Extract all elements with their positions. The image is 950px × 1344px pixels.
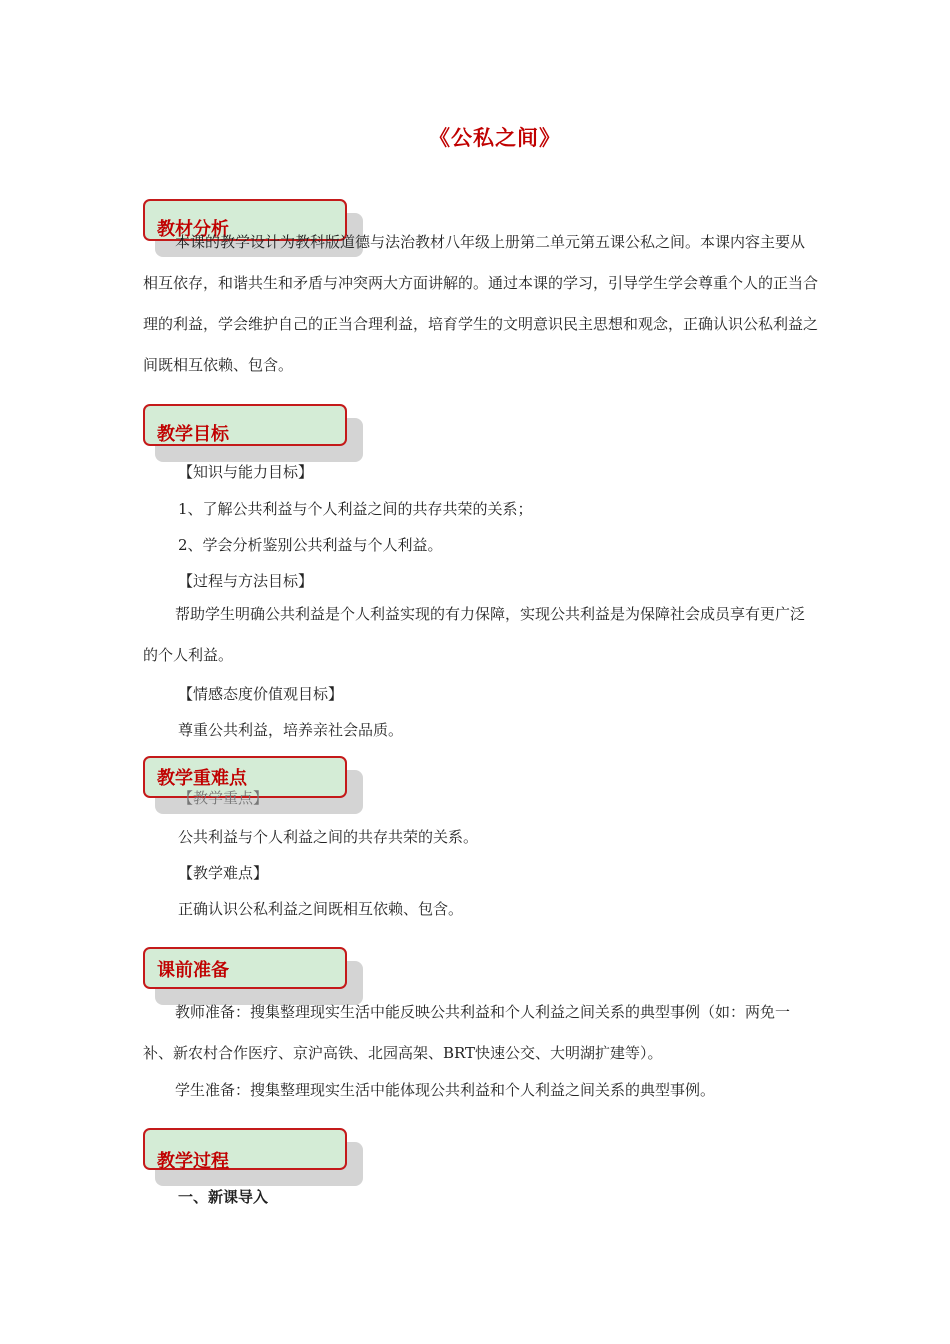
teacher-preparation-paragraph: 教师准备：搜集整理现实生活中能反映公共利益和个人利益之间关系的典型事例（如：两免一补、新农村合作医疗、京沪高铁、北园高架、BRT快速公交、大明湖扩建等）。: [143, 1003, 791, 1062]
difficult-point-text: 正确认识公私利益之间既相互依赖、包含。: [178, 900, 464, 918]
section-header-process: [143, 1128, 365, 1188]
key-point-text: 公共利益与个人利益之间的共存共荣的关系。: [178, 828, 479, 846]
section-heading: 教学目标: [157, 424, 229, 445]
process-goal-paragraph: 帮助学生明确公共利益是个人利益实现的有力保障，实现公共利益是为保障社会成员享有更广泛的个人利益。: [143, 605, 806, 664]
section-header-goals: [143, 404, 365, 464]
emotion-goal-label: 【情感态度价值观目标】: [178, 685, 344, 703]
section-heading: 课前准备: [157, 960, 229, 981]
section-heading: 教材分析: [157, 219, 229, 240]
student-preparation-paragraph: 学生准备：搜集整理现实生活中能体现公共利益和个人利益之间关系的典型事例。: [175, 1081, 716, 1099]
knowledge-goal-item: 2、学会分析鉴别公共利益与个人利益。: [178, 536, 443, 554]
document-title: 《公私之间》: [429, 125, 561, 150]
difficult-point-label: 【教学难点】: [178, 864, 269, 882]
section-heading: 教学重难点: [157, 768, 247, 789]
emotion-goal-text: 尊重公共利益，培养亲社会品质。: [178, 721, 404, 739]
process-goal-label: 【过程与方法目标】: [178, 572, 314, 590]
section-heading: 教学过程: [157, 1151, 229, 1172]
key-point-label: 【教学重点】: [178, 789, 269, 807]
knowledge-goal-label: 【知识与能力目标】: [178, 463, 314, 481]
process-step-heading: 一、新课导入: [178, 1188, 269, 1206]
knowledge-goal-item: 1、了解公共利益与个人利益之间的共存共荣的关系；: [178, 500, 533, 518]
analysis-paragraph: 本课的教学设计为教科版道德与法治教材八年级上册第二单元第五课公私之间。本课内容主要从相互依存，和谐共生和矛盾与冲突两大方面讲解的。通过本课的学习，引导学生学会尊重个人的正当合理的利益，学会维护自己的正当合理利益，培育学生的文明意识民主思想和观念，正确认识公私利益之间既相互依赖、包含。: [143, 233, 819, 374]
